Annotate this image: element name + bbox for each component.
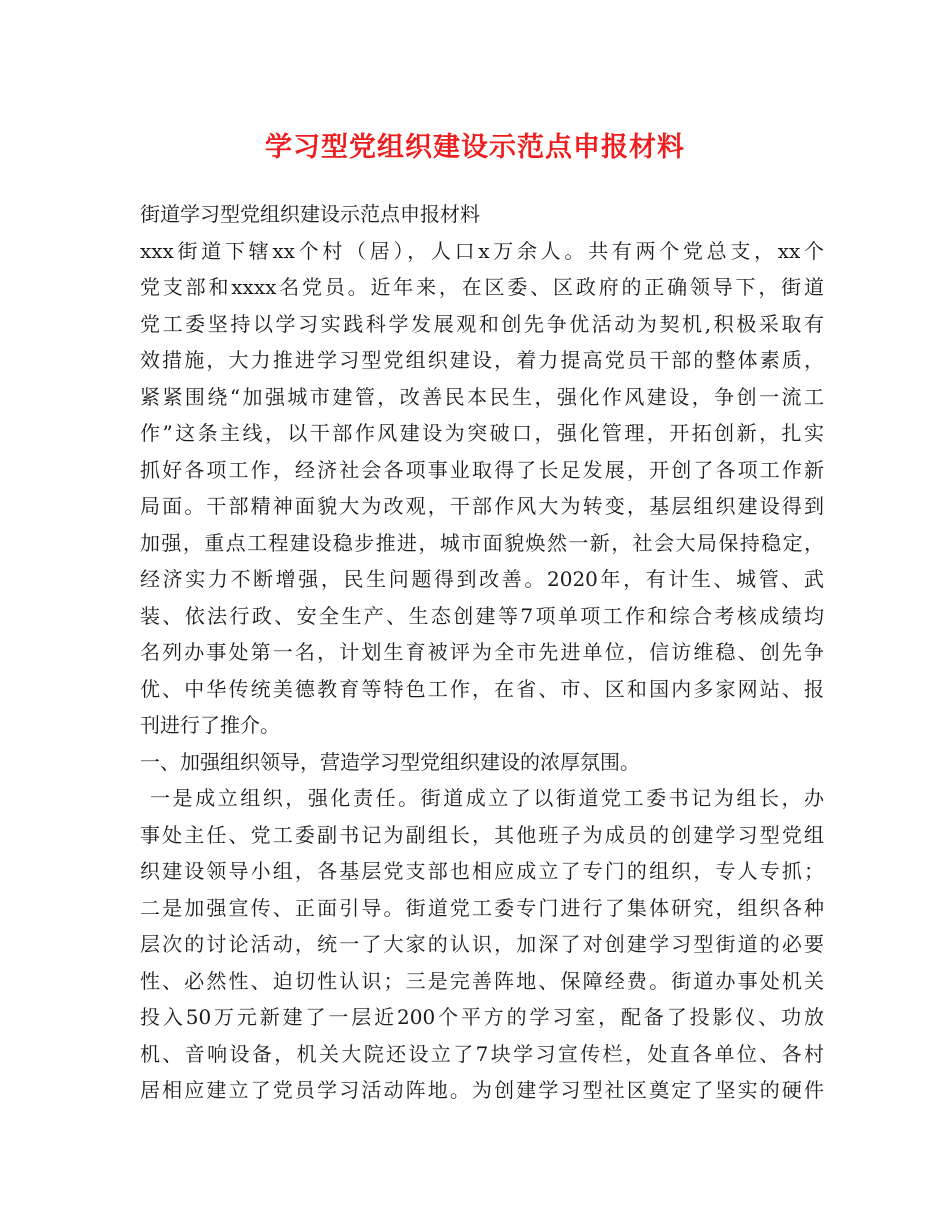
body-line: 居相应建立了党员学习活动阵地。为创建学习型社区奠定了坚实的硬件 xyxy=(140,1078,824,1102)
body-line: 紧紧围绕“加强城市建管，改善民本民生，强化作风建设，争创一流工 xyxy=(140,384,824,409)
body-line: 投入50万元新建了一层近200个平方的学习室，配备了投影仪、功放 xyxy=(140,1005,824,1029)
body-line: 街道学习型党组织建设示范点申报材料 xyxy=(140,202,480,226)
body-line: 性、必然性、迫切性认识；三是完善阵地、保障经费。街道办事处机关 xyxy=(140,968,824,993)
body-line: 二是加强宣传、正面引导。街道党工委专门进行了集体研究，组织各种 xyxy=(140,895,824,920)
body-line: 织建设领导小组，各基层党支部也相应成立了专门的组织，专人专抓； xyxy=(140,859,824,883)
body-line: 经济实力不断增强，民生问题得到改善。2020年，有计生、城管、武 xyxy=(140,567,824,591)
body-line: 层次的讨论活动，统一了大家的认识，加深了对创建学习型街道的必要 xyxy=(140,932,824,956)
body-line: 抓好各项工作，经济社会各项事业取得了长足发展，开创了各项工作新 xyxy=(140,457,824,482)
body-line: xxx街道下辖xx个村（居），人口x万余人。共有两个党总支，xx个 xyxy=(140,238,824,263)
body-line: 装、依法行政、安全生产、生态创建等7项单项工作和综合考核成绩均 xyxy=(140,603,824,628)
body-line: 局面。干部精神面貌大为改观，干部作风大为转变，基层组织建设得到 xyxy=(140,494,824,518)
body-line: 名列办事处第一名，计划生育被评为全市先进单位，信访维稳、创先争 xyxy=(140,640,824,664)
body-line: 作”这条主线，以干部作风建设为突破口，强化管理，开拓创新，扎实 xyxy=(140,421,824,445)
body-line: 加强，重点工程建设稳步推进，城市面貌焕然一新，社会大局保持稳定， xyxy=(140,530,824,555)
body-line: 优、中华传统美德教育等特色工作，在省、市、区和国内多家网站、报 xyxy=(140,676,824,701)
body-line: 效措施，大力推进学习型党组织建设，着力提高党员干部的整体素质， xyxy=(140,348,824,372)
body-line: 一、加强组织领导，营造学习型党组织建设的浓厚氛围。 xyxy=(140,749,640,774)
body-line: 党支部和xxxx名党员。近年来，在区委、区政府的正确领导下，街道 xyxy=(140,275,824,299)
body-line: 刊进行了推介。 xyxy=(140,713,280,737)
body-line: 事处主任、党工委副书记为副组长，其他班子为成员的创建学习型党组 xyxy=(140,822,824,847)
document-body xyxy=(140,196,824,1109)
document-title: 学习型党组织建设示范点申报材料 xyxy=(265,132,685,163)
body-line: 一是成立组织，强化责任。街道成立了以街道党工委书记为组长，办 xyxy=(150,786,824,810)
body-line: 党工委坚持以学习实践科学发展观和创先争优活动为契机,积极采取有 xyxy=(140,311,824,336)
body-line: 机、音响设备，机关大院还设立了7块学习宣传栏，处直各单位、各村 xyxy=(140,1041,824,1066)
